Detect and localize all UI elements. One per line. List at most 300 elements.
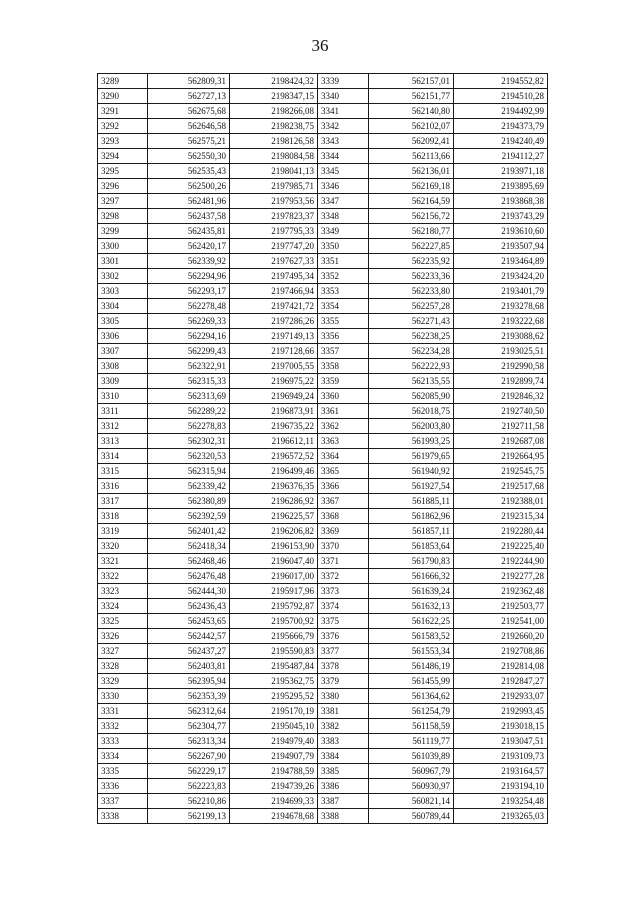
table-row bbox=[98, 704, 548, 719]
x-coordinate-cell: 561254,79 bbox=[369, 704, 454, 719]
point-number-cell: 3362 bbox=[318, 419, 369, 434]
point-number-cell: 3384 bbox=[318, 749, 369, 764]
y-coordinate-cell: 2196873,91 bbox=[230, 404, 318, 419]
x-coordinate-cell: 562809,31 bbox=[148, 74, 230, 89]
table-row bbox=[98, 209, 548, 224]
y-coordinate-cell: 2192990,58 bbox=[454, 359, 548, 374]
table-row bbox=[98, 569, 548, 584]
table-row bbox=[98, 344, 548, 359]
y-coordinate-cell: 2198238,75 bbox=[230, 119, 318, 134]
point-number-cell: 3315 bbox=[98, 464, 148, 479]
y-coordinate-cell: 2194979,40 bbox=[230, 734, 318, 749]
y-coordinate-cell: 2196225,57 bbox=[230, 509, 318, 524]
x-coordinate-cell: 562271,43 bbox=[369, 314, 454, 329]
coordinates-table bbox=[97, 73, 548, 824]
y-coordinate-cell: 2192225,40 bbox=[454, 539, 548, 554]
y-coordinate-cell: 2192846,32 bbox=[454, 389, 548, 404]
table-row bbox=[98, 764, 548, 779]
point-number-cell: 3366 bbox=[318, 479, 369, 494]
table-row bbox=[98, 194, 548, 209]
x-coordinate-cell: 562453,65 bbox=[148, 614, 230, 629]
table-row bbox=[98, 314, 548, 329]
point-number-cell: 3341 bbox=[318, 104, 369, 119]
y-coordinate-cell: 2197421,72 bbox=[230, 299, 318, 314]
y-coordinate-cell: 2198041,13 bbox=[230, 164, 318, 179]
y-coordinate-cell: 2192280,44 bbox=[454, 524, 548, 539]
x-coordinate-cell: 562156,72 bbox=[369, 209, 454, 224]
y-coordinate-cell: 2195170,19 bbox=[230, 704, 318, 719]
point-number-cell: 3375 bbox=[318, 614, 369, 629]
y-coordinate-cell: 2193424,20 bbox=[454, 269, 548, 284]
y-coordinate-cell: 2196572,52 bbox=[230, 449, 318, 464]
x-coordinate-cell: 562299,43 bbox=[148, 344, 230, 359]
y-coordinate-cell: 2192660,20 bbox=[454, 629, 548, 644]
point-number-cell: 3291 bbox=[98, 104, 148, 119]
point-number-cell: 3347 bbox=[318, 194, 369, 209]
point-number-cell: 3312 bbox=[98, 419, 148, 434]
point-number-cell: 3360 bbox=[318, 389, 369, 404]
x-coordinate-cell: 562293,17 bbox=[148, 284, 230, 299]
point-number-cell: 3373 bbox=[318, 584, 369, 599]
x-coordinate-cell: 562353,39 bbox=[148, 689, 230, 704]
table-row bbox=[98, 374, 548, 389]
x-coordinate-cell: 562267,90 bbox=[148, 749, 230, 764]
point-number-cell: 3352 bbox=[318, 269, 369, 284]
y-coordinate-cell: 2196499,46 bbox=[230, 464, 318, 479]
x-coordinate-cell: 561857,11 bbox=[369, 524, 454, 539]
y-coordinate-cell: 2194739,26 bbox=[230, 779, 318, 794]
x-coordinate-cell: 562392,59 bbox=[148, 509, 230, 524]
table-row bbox=[98, 389, 548, 404]
y-coordinate-cell: 2193278,68 bbox=[454, 299, 548, 314]
x-coordinate-cell: 562180,77 bbox=[369, 224, 454, 239]
x-coordinate-cell: 562136,01 bbox=[369, 164, 454, 179]
x-coordinate-cell: 561979,65 bbox=[369, 449, 454, 464]
point-number-cell: 3354 bbox=[318, 299, 369, 314]
x-coordinate-cell: 561455,99 bbox=[369, 674, 454, 689]
x-coordinate-cell: 562395,94 bbox=[148, 674, 230, 689]
x-coordinate-cell: 561583,52 bbox=[369, 629, 454, 644]
y-coordinate-cell: 2197005,55 bbox=[230, 359, 318, 374]
point-number-cell: 3333 bbox=[98, 734, 148, 749]
y-coordinate-cell: 2192315,34 bbox=[454, 509, 548, 524]
x-coordinate-cell: 562315,33 bbox=[148, 374, 230, 389]
y-coordinate-cell: 2193164,57 bbox=[454, 764, 548, 779]
table-row bbox=[98, 104, 548, 119]
y-coordinate-cell: 2193971,18 bbox=[454, 164, 548, 179]
point-number-cell: 3304 bbox=[98, 299, 148, 314]
table-row bbox=[98, 134, 548, 149]
y-coordinate-cell: 2195917,96 bbox=[230, 584, 318, 599]
point-number-cell: 3301 bbox=[98, 254, 148, 269]
table-row bbox=[98, 509, 548, 524]
x-coordinate-cell: 562468,46 bbox=[148, 554, 230, 569]
point-number-cell: 3340 bbox=[318, 89, 369, 104]
table-row bbox=[98, 554, 548, 569]
point-number-cell: 3330 bbox=[98, 689, 148, 704]
point-number-cell: 3368 bbox=[318, 509, 369, 524]
x-coordinate-cell: 561853,64 bbox=[369, 539, 454, 554]
point-number-cell: 3334 bbox=[98, 749, 148, 764]
y-coordinate-cell: 2197953,56 bbox=[230, 194, 318, 209]
point-number-cell: 3350 bbox=[318, 239, 369, 254]
x-coordinate-cell: 562420,17 bbox=[148, 239, 230, 254]
point-number-cell: 3361 bbox=[318, 404, 369, 419]
x-coordinate-cell: 561158,59 bbox=[369, 719, 454, 734]
point-number-cell: 3328 bbox=[98, 659, 148, 674]
y-coordinate-cell: 2193018,15 bbox=[454, 719, 548, 734]
point-number-cell: 3357 bbox=[318, 344, 369, 359]
table-row bbox=[98, 284, 548, 299]
x-coordinate-cell: 562227,85 bbox=[369, 239, 454, 254]
x-coordinate-cell: 561993,25 bbox=[369, 434, 454, 449]
table-row bbox=[98, 179, 548, 194]
table-row bbox=[98, 479, 548, 494]
table-row bbox=[98, 734, 548, 749]
point-number-cell: 3337 bbox=[98, 794, 148, 809]
y-coordinate-cell: 2198084,58 bbox=[230, 149, 318, 164]
point-number-cell: 3311 bbox=[98, 404, 148, 419]
point-number-cell: 3306 bbox=[98, 329, 148, 344]
table-row bbox=[98, 659, 548, 674]
point-number-cell: 3308 bbox=[98, 359, 148, 374]
x-coordinate-cell: 562322,91 bbox=[148, 359, 230, 374]
point-number-cell: 3298 bbox=[98, 209, 148, 224]
x-coordinate-cell: 562302,31 bbox=[148, 434, 230, 449]
x-coordinate-cell: 560967,79 bbox=[369, 764, 454, 779]
point-number-cell: 3324 bbox=[98, 599, 148, 614]
y-coordinate-cell: 2194699,33 bbox=[230, 794, 318, 809]
table-row bbox=[98, 74, 548, 89]
x-coordinate-cell: 562294,96 bbox=[148, 269, 230, 284]
table-row bbox=[98, 359, 548, 374]
y-coordinate-cell: 2194552,82 bbox=[454, 74, 548, 89]
table-row bbox=[98, 464, 548, 479]
y-coordinate-cell: 2197466,94 bbox=[230, 284, 318, 299]
y-coordinate-cell: 2192388,01 bbox=[454, 494, 548, 509]
x-coordinate-cell: 562727,13 bbox=[148, 89, 230, 104]
table-row bbox=[98, 254, 548, 269]
x-coordinate-cell: 561790,83 bbox=[369, 554, 454, 569]
table-row bbox=[98, 419, 548, 434]
x-coordinate-cell: 562113,66 bbox=[369, 149, 454, 164]
table-row bbox=[98, 599, 548, 614]
x-coordinate-cell: 561940,92 bbox=[369, 464, 454, 479]
x-coordinate-cell: 562675,68 bbox=[148, 104, 230, 119]
table-row bbox=[98, 749, 548, 764]
point-number-cell: 3327 bbox=[98, 644, 148, 659]
point-number-cell: 3322 bbox=[98, 569, 148, 584]
point-number-cell: 3313 bbox=[98, 434, 148, 449]
x-coordinate-cell: 562085,90 bbox=[369, 389, 454, 404]
point-number-cell: 3388 bbox=[318, 809, 369, 824]
x-coordinate-cell: 561927,54 bbox=[369, 479, 454, 494]
y-coordinate-cell: 2193194,10 bbox=[454, 779, 548, 794]
y-coordinate-cell: 2194678,68 bbox=[230, 809, 318, 824]
point-number-cell: 3331 bbox=[98, 704, 148, 719]
point-number-cell: 3294 bbox=[98, 149, 148, 164]
table-row bbox=[98, 299, 548, 314]
x-coordinate-cell: 562233,80 bbox=[369, 284, 454, 299]
x-coordinate-cell: 561039,89 bbox=[369, 749, 454, 764]
x-coordinate-cell: 562222,93 bbox=[369, 359, 454, 374]
y-coordinate-cell: 2195590,83 bbox=[230, 644, 318, 659]
table-row bbox=[98, 689, 548, 704]
point-number-cell: 3325 bbox=[98, 614, 148, 629]
y-coordinate-cell: 2196735,22 bbox=[230, 419, 318, 434]
y-coordinate-cell: 2195487,84 bbox=[230, 659, 318, 674]
point-number-cell: 3387 bbox=[318, 794, 369, 809]
point-number-cell: 3302 bbox=[98, 269, 148, 284]
x-coordinate-cell: 562199,13 bbox=[148, 809, 230, 824]
y-coordinate-cell: 2193254,48 bbox=[454, 794, 548, 809]
table-row bbox=[98, 239, 548, 254]
x-coordinate-cell: 562442,57 bbox=[148, 629, 230, 644]
y-coordinate-cell: 2196612,11 bbox=[230, 434, 318, 449]
y-coordinate-cell: 2197627,33 bbox=[230, 254, 318, 269]
point-number-cell: 3385 bbox=[318, 764, 369, 779]
point-number-cell: 3339 bbox=[318, 74, 369, 89]
y-coordinate-cell: 2192517,68 bbox=[454, 479, 548, 494]
x-coordinate-cell: 562223,83 bbox=[148, 779, 230, 794]
point-number-cell: 3378 bbox=[318, 659, 369, 674]
x-coordinate-cell: 562294,16 bbox=[148, 329, 230, 344]
point-number-cell: 3344 bbox=[318, 149, 369, 164]
y-coordinate-cell: 2192664,95 bbox=[454, 449, 548, 464]
y-coordinate-cell: 2197495,34 bbox=[230, 269, 318, 284]
table-row bbox=[98, 719, 548, 734]
point-number-cell: 3318 bbox=[98, 509, 148, 524]
y-coordinate-cell: 2195045,10 bbox=[230, 719, 318, 734]
x-coordinate-cell: 562535,43 bbox=[148, 164, 230, 179]
point-number-cell: 3345 bbox=[318, 164, 369, 179]
point-number-cell: 3383 bbox=[318, 734, 369, 749]
point-number-cell: 3297 bbox=[98, 194, 148, 209]
y-coordinate-cell: 2192362,48 bbox=[454, 584, 548, 599]
y-coordinate-cell: 2198126,58 bbox=[230, 134, 318, 149]
point-number-cell: 3370 bbox=[318, 539, 369, 554]
point-number-cell: 3381 bbox=[318, 704, 369, 719]
point-number-cell: 3379 bbox=[318, 674, 369, 689]
y-coordinate-cell: 2197747,20 bbox=[230, 239, 318, 254]
x-coordinate-cell: 561622,25 bbox=[369, 614, 454, 629]
y-coordinate-cell: 2193025,51 bbox=[454, 344, 548, 359]
x-coordinate-cell: 562444,30 bbox=[148, 584, 230, 599]
y-coordinate-cell: 2197128,66 bbox=[230, 344, 318, 359]
table-row bbox=[98, 449, 548, 464]
x-coordinate-cell: 562151,77 bbox=[369, 89, 454, 104]
x-coordinate-cell: 562235,92 bbox=[369, 254, 454, 269]
y-coordinate-cell: 2197149,13 bbox=[230, 329, 318, 344]
y-coordinate-cell: 2192740,50 bbox=[454, 404, 548, 419]
y-coordinate-cell: 2196153,90 bbox=[230, 539, 318, 554]
table-row bbox=[98, 674, 548, 689]
x-coordinate-cell: 561632,13 bbox=[369, 599, 454, 614]
x-coordinate-cell: 562210,86 bbox=[148, 794, 230, 809]
x-coordinate-cell: 561885,11 bbox=[369, 494, 454, 509]
table-row bbox=[98, 614, 548, 629]
x-coordinate-cell: 562380,89 bbox=[148, 494, 230, 509]
point-number-cell: 3321 bbox=[98, 554, 148, 569]
y-coordinate-cell: 2192899,74 bbox=[454, 374, 548, 389]
x-coordinate-cell: 562476,48 bbox=[148, 569, 230, 584]
x-coordinate-cell: 562313,34 bbox=[148, 734, 230, 749]
x-coordinate-cell: 562092,41 bbox=[369, 134, 454, 149]
x-coordinate-cell: 562234,28 bbox=[369, 344, 454, 359]
table-row bbox=[98, 434, 548, 449]
table-row bbox=[98, 224, 548, 239]
point-number-cell: 3289 bbox=[98, 74, 148, 89]
coordinates-table-body bbox=[98, 74, 548, 824]
x-coordinate-cell: 560789,44 bbox=[369, 809, 454, 824]
point-number-cell: 3293 bbox=[98, 134, 148, 149]
y-coordinate-cell: 2197286,26 bbox=[230, 314, 318, 329]
point-number-cell: 3374 bbox=[318, 599, 369, 614]
point-number-cell: 3386 bbox=[318, 779, 369, 794]
y-coordinate-cell: 2192545,75 bbox=[454, 464, 548, 479]
point-number-cell: 3358 bbox=[318, 359, 369, 374]
point-number-cell: 3295 bbox=[98, 164, 148, 179]
x-coordinate-cell: 561639,24 bbox=[369, 584, 454, 599]
point-number-cell: 3348 bbox=[318, 209, 369, 224]
table-row bbox=[98, 269, 548, 284]
page-number: 36 bbox=[311, 36, 329, 55]
point-number-cell: 3372 bbox=[318, 569, 369, 584]
point-number-cell: 3363 bbox=[318, 434, 369, 449]
point-number-cell: 3355 bbox=[318, 314, 369, 329]
x-coordinate-cell: 562339,92 bbox=[148, 254, 230, 269]
y-coordinate-cell: 2193222,68 bbox=[454, 314, 548, 329]
table-row bbox=[98, 89, 548, 104]
y-coordinate-cell: 2192687,08 bbox=[454, 434, 548, 449]
point-number-cell: 3296 bbox=[98, 179, 148, 194]
x-coordinate-cell: 562312,64 bbox=[148, 704, 230, 719]
y-coordinate-cell: 2194240,49 bbox=[454, 134, 548, 149]
y-coordinate-cell: 2194510,28 bbox=[454, 89, 548, 104]
x-coordinate-cell: 562229,17 bbox=[148, 764, 230, 779]
point-number-cell: 3369 bbox=[318, 524, 369, 539]
x-coordinate-cell: 562646,58 bbox=[148, 119, 230, 134]
point-number-cell: 3342 bbox=[318, 119, 369, 134]
y-coordinate-cell: 2196975,22 bbox=[230, 374, 318, 389]
table-row bbox=[98, 644, 548, 659]
point-number-cell: 3326 bbox=[98, 629, 148, 644]
x-coordinate-cell: 561666,32 bbox=[369, 569, 454, 584]
x-coordinate-cell: 562289,22 bbox=[148, 404, 230, 419]
x-coordinate-cell: 562437,27 bbox=[148, 644, 230, 659]
point-number-cell: 3309 bbox=[98, 374, 148, 389]
x-coordinate-cell: 562157,01 bbox=[369, 74, 454, 89]
table-row bbox=[98, 809, 548, 824]
x-coordinate-cell: 562575,21 bbox=[148, 134, 230, 149]
point-number-cell: 3377 bbox=[318, 644, 369, 659]
point-number-cell: 3346 bbox=[318, 179, 369, 194]
y-coordinate-cell: 2192993,45 bbox=[454, 704, 548, 719]
y-coordinate-cell: 2193743,29 bbox=[454, 209, 548, 224]
y-coordinate-cell: 2195700,92 bbox=[230, 614, 318, 629]
point-number-cell: 3356 bbox=[318, 329, 369, 344]
point-number-cell: 3343 bbox=[318, 134, 369, 149]
x-coordinate-cell: 562278,83 bbox=[148, 419, 230, 434]
point-number-cell: 3364 bbox=[318, 449, 369, 464]
x-coordinate-cell: 562003,80 bbox=[369, 419, 454, 434]
y-coordinate-cell: 2196286,92 bbox=[230, 494, 318, 509]
x-coordinate-cell: 562102,07 bbox=[369, 119, 454, 134]
x-coordinate-cell: 562500,26 bbox=[148, 179, 230, 194]
y-coordinate-cell: 2193895,69 bbox=[454, 179, 548, 194]
point-number-cell: 3299 bbox=[98, 224, 148, 239]
table-row bbox=[98, 164, 548, 179]
point-number-cell: 3376 bbox=[318, 629, 369, 644]
x-coordinate-cell: 562233,36 bbox=[369, 269, 454, 284]
y-coordinate-cell: 2196047,40 bbox=[230, 554, 318, 569]
point-number-cell: 3349 bbox=[318, 224, 369, 239]
table-row bbox=[98, 779, 548, 794]
table-row bbox=[98, 539, 548, 554]
x-coordinate-cell: 561862,96 bbox=[369, 509, 454, 524]
point-number-cell: 3351 bbox=[318, 254, 369, 269]
x-coordinate-cell: 562315,94 bbox=[148, 464, 230, 479]
y-coordinate-cell: 2194112,27 bbox=[454, 149, 548, 164]
x-coordinate-cell: 562304,77 bbox=[148, 719, 230, 734]
point-number-cell: 3292 bbox=[98, 119, 148, 134]
y-coordinate-cell: 2198266,08 bbox=[230, 104, 318, 119]
x-coordinate-cell: 562320,53 bbox=[148, 449, 230, 464]
y-coordinate-cell: 2193464,89 bbox=[454, 254, 548, 269]
x-coordinate-cell: 560930,97 bbox=[369, 779, 454, 794]
x-coordinate-cell: 562436,43 bbox=[148, 599, 230, 614]
y-coordinate-cell: 2192244,90 bbox=[454, 554, 548, 569]
point-number-cell: 3323 bbox=[98, 584, 148, 599]
y-coordinate-cell: 2192711,58 bbox=[454, 419, 548, 434]
y-coordinate-cell: 2197985,71 bbox=[230, 179, 318, 194]
y-coordinate-cell: 2193088,62 bbox=[454, 329, 548, 344]
table-row bbox=[98, 524, 548, 539]
point-number-cell: 3316 bbox=[98, 479, 148, 494]
x-coordinate-cell: 561553,34 bbox=[369, 644, 454, 659]
point-number-cell: 3300 bbox=[98, 239, 148, 254]
x-coordinate-cell: 562238,25 bbox=[369, 329, 454, 344]
x-coordinate-cell: 562313,69 bbox=[148, 389, 230, 404]
point-number-cell: 3332 bbox=[98, 719, 148, 734]
point-number-cell: 3365 bbox=[318, 464, 369, 479]
x-coordinate-cell: 562418,34 bbox=[148, 539, 230, 554]
y-coordinate-cell: 2194373,79 bbox=[454, 119, 548, 134]
x-coordinate-cell: 562164,59 bbox=[369, 194, 454, 209]
y-coordinate-cell: 2196376,35 bbox=[230, 479, 318, 494]
point-number-cell: 3319 bbox=[98, 524, 148, 539]
point-number-cell: 3367 bbox=[318, 494, 369, 509]
x-coordinate-cell: 562339,42 bbox=[148, 479, 230, 494]
x-coordinate-cell: 562018,75 bbox=[369, 404, 454, 419]
y-coordinate-cell: 2193868,38 bbox=[454, 194, 548, 209]
y-coordinate-cell: 2193507,94 bbox=[454, 239, 548, 254]
point-number-cell: 3371 bbox=[318, 554, 369, 569]
table-row bbox=[98, 119, 548, 134]
x-coordinate-cell: 562481,96 bbox=[148, 194, 230, 209]
point-number-cell: 3303 bbox=[98, 284, 148, 299]
x-coordinate-cell: 561486,19 bbox=[369, 659, 454, 674]
y-coordinate-cell: 2196017,00 bbox=[230, 569, 318, 584]
table-row bbox=[98, 584, 548, 599]
x-coordinate-cell: 560821,14 bbox=[369, 794, 454, 809]
x-coordinate-cell: 562257,28 bbox=[369, 299, 454, 314]
x-coordinate-cell: 562435,81 bbox=[148, 224, 230, 239]
x-coordinate-cell: 562278,48 bbox=[148, 299, 230, 314]
table-row bbox=[98, 629, 548, 644]
table-row bbox=[98, 794, 548, 809]
x-coordinate-cell: 562140,80 bbox=[369, 104, 454, 119]
